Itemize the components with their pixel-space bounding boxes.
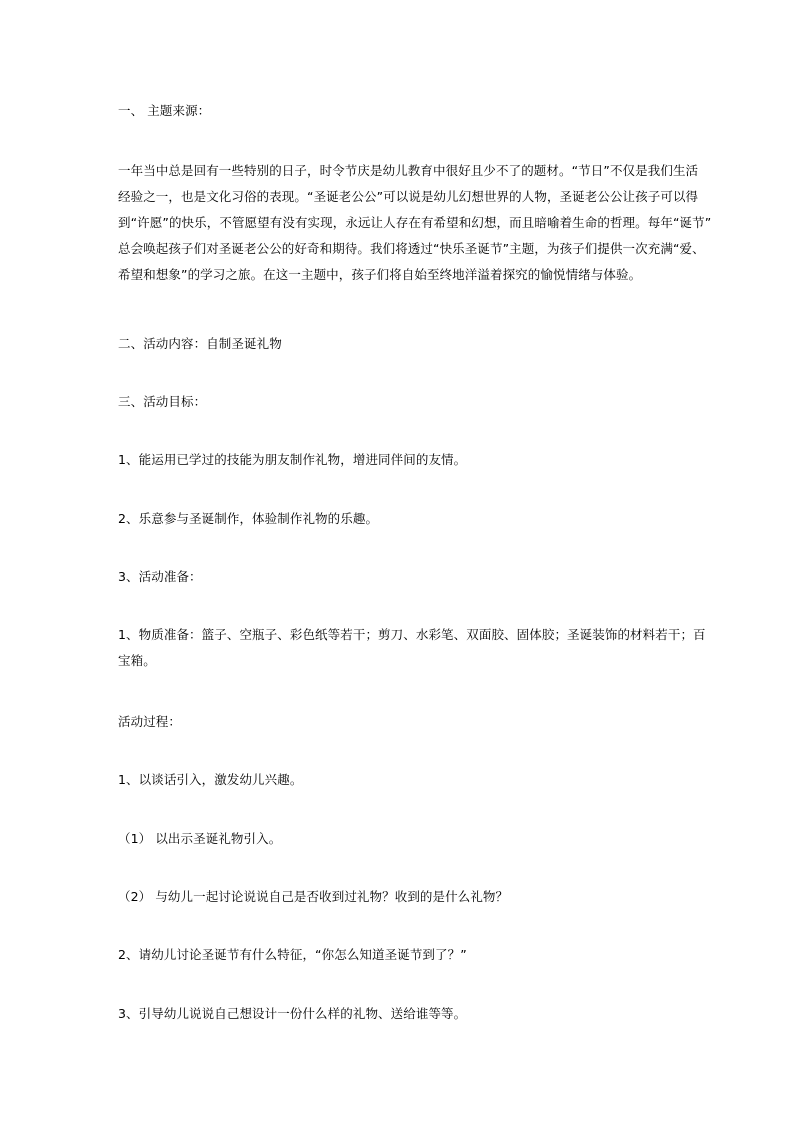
prep-paragraph	[118, 622, 706, 674]
heading-activity-process: 活动过程：	[118, 714, 182, 729]
process-step-2: 2、请幼儿讨论圣诞节有什么特征，“你怎么知道圣诞节到了？”	[118, 947, 467, 962]
paragraph-line: 到“许愿”的快乐，不管愿望有没有实现，永远让人存在有希望和幻想，而且暗喻着生命的哲理。每年“诞节”	[118, 215, 712, 230]
paragraph-line: 1、物质准备：篮子、空瓶子、彩色纸等若干；剪刀、水彩笔、双面胶、固体胶；圣诞装饰的材料若干；百	[118, 627, 706, 642]
process-step-1b: （2） 与幼儿一起讨论说说自己是否收到过礼物？收到的是什么礼物？	[118, 889, 509, 904]
process-step-1a: （1） 以出示圣诞礼物引入。	[118, 831, 282, 846]
process-step-3: 3、引导幼儿说说自己想设计一份什么样的礼物、送给谁等等。	[118, 1006, 467, 1021]
paragraph-line: 总会唤起孩子们对圣诞老公公的好奇和期待。我们将透过“快乐圣诞节”主题，为孩子们提供一次充满“爱、	[118, 241, 705, 256]
theme-source-paragraph	[118, 158, 712, 288]
process-step-1: 1、以谈话引入，激发幼儿兴趣。	[118, 772, 303, 787]
paragraph-line: 希望和想象”的学习之旅。在这一主题中，孩子们将自始至终地洋溢着探究的愉悦情绪与体验。	[118, 267, 642, 282]
heading-activity-goals: 三、活动目标：	[118, 394, 207, 409]
goal-item-2: 2、乐意参与圣诞制作，体验制作礼物的乐趣。	[118, 511, 379, 526]
paragraph-line: 宝箱。	[118, 653, 156, 668]
heading-theme-source: 一、 主题来源：	[118, 103, 211, 118]
paragraph-line: 一年当中总是回有一些特别的日子，时令节庆是幼儿教育中很好且少不了的题材。“节日”不仅是我们生活	[118, 163, 699, 178]
goal-item-1: 1、能运用已学过的技能为朋友制作礼物，增进同伴间的友情。	[118, 452, 467, 467]
heading-activity-content: 二、活动内容：自制圣诞礼物	[118, 336, 282, 351]
heading-activity-prep: 3、活动准备：	[118, 569, 202, 584]
paragraph-line: 经验之一，也是文化习俗的表现。“圣诞老公公”可以说是幼儿幻想世界的人物，圣诞老公公让孩子可以得	[118, 189, 699, 204]
